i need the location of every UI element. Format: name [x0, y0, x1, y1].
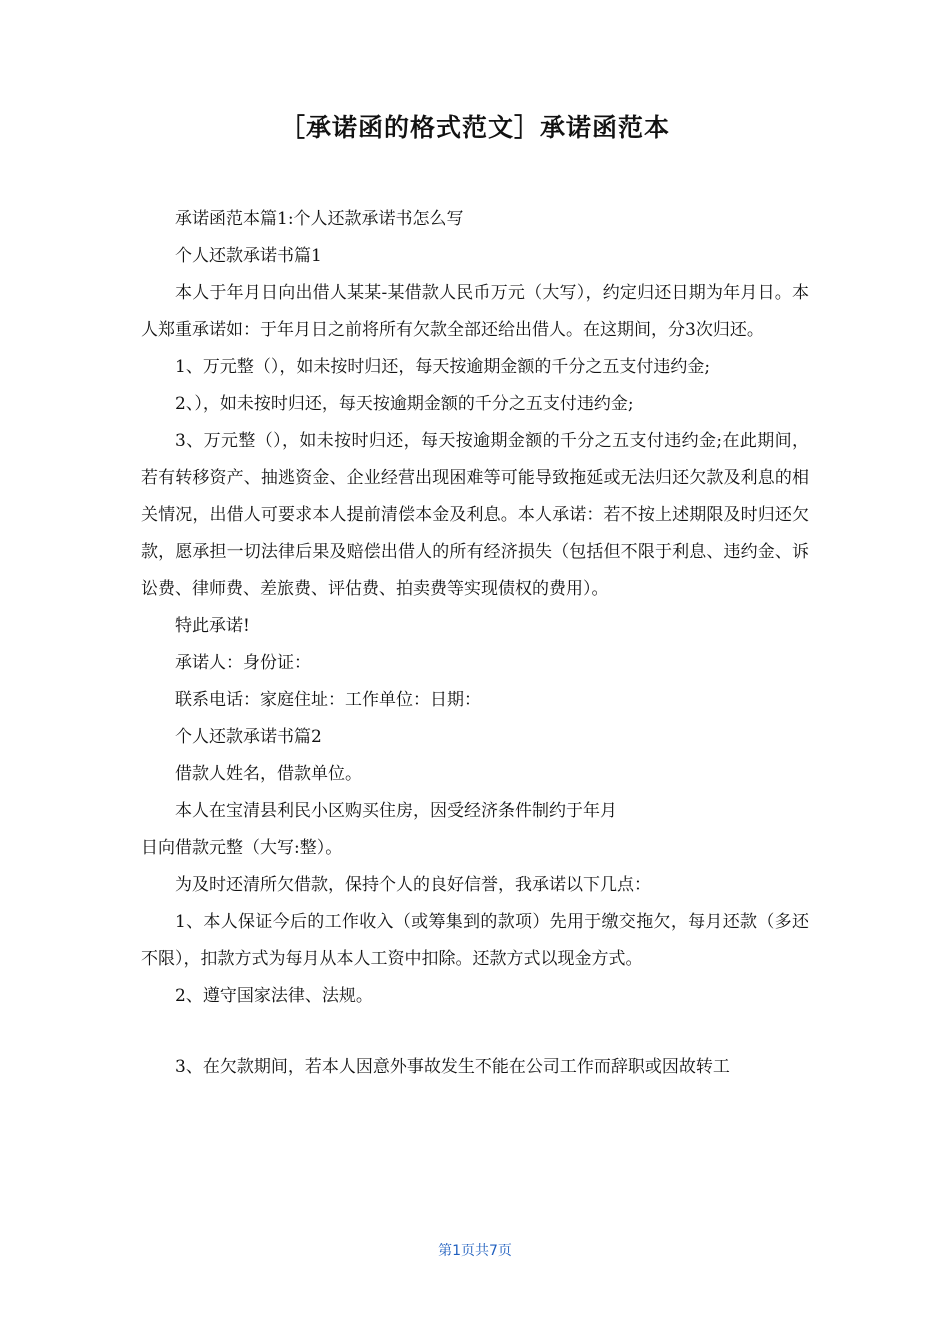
list-item: 3、万元整（），如未按时归还，每天按逾期金额的千分之五支付违约金;在此期间，若有转移资产、抽逃资金、企业经营出现困难等可能导致拖延或无法归还欠款及利息的相关情况，出借人可要求本人提前清偿本金及利息。本人承诺：若不按上述期限及时归还欠款，愿承担一切法律后果及赔偿出借人的所有经济损失（包括但不限于利息、违约金、诉讼费、律师费、差旅费、评估费、拍卖费等实现债权的费用）。 — [141, 431, 809, 599]
signature-line: 承诺人：身份证： — [175, 653, 311, 673]
list-item: 3、在欠款期间，若本人因意外事故发生不能在公司工作而辞职或因故转工 — [175, 1057, 730, 1077]
body-paragraph: 借款人姓名，借款单位。 — [175, 764, 362, 784]
list-item: 2、），如未按时归还，每天按逾期金额的千分之五支付违约金; — [175, 394, 634, 414]
document-title: ［承诺函的格式范文］承诺函范本 — [279, 113, 670, 142]
body-paragraph: 本人于年月日向出借人某某-某借款人民币万元（大写），约定归还日期为年月日。本人郑重承诺如：于年月日之前将所有欠款全部还给出借人。在这期间，分3次归还。 — [141, 283, 809, 340]
body-paragraph-continuation: 日向借款元整（大写:整）。 — [141, 838, 343, 858]
subsection-heading: 个人还款承诺书篇1 — [175, 246, 322, 266]
contact-line: 联系电话：家庭住址：工作单位：日期： — [175, 690, 481, 710]
body-paragraph: 本人在宝清县利民小区购买住房，因受经济条件制约于年月 — [175, 801, 617, 821]
list-item: 1、万元整（），如未按时归还，每天按逾期金额的千分之五支付违约金; — [175, 357, 711, 377]
page-indicator: 第1页共7页 — [438, 1243, 512, 1259]
section-heading: 承诺函范本篇1:个人还款承诺书怎么写 — [175, 209, 464, 229]
subsection-heading: 个人还款承诺书篇2 — [175, 727, 322, 747]
list-item: 1、本人保证今后的工作收入（或筹集到的款项）先用于缴交拖欠，每月还款（多还不限），扣款方式为每月从本人工资中扣除。还款方式以现金方式。 — [141, 912, 809, 969]
document-body — [141, 201, 809, 1086]
body-paragraph: 为及时还清所欠借款，保持个人的良好信誉，我承诺以下几点： — [175, 875, 651, 895]
closing-statement: 特此承诺! — [175, 616, 250, 636]
list-item: 2、遵守国家法律、法规。 — [175, 986, 373, 1006]
